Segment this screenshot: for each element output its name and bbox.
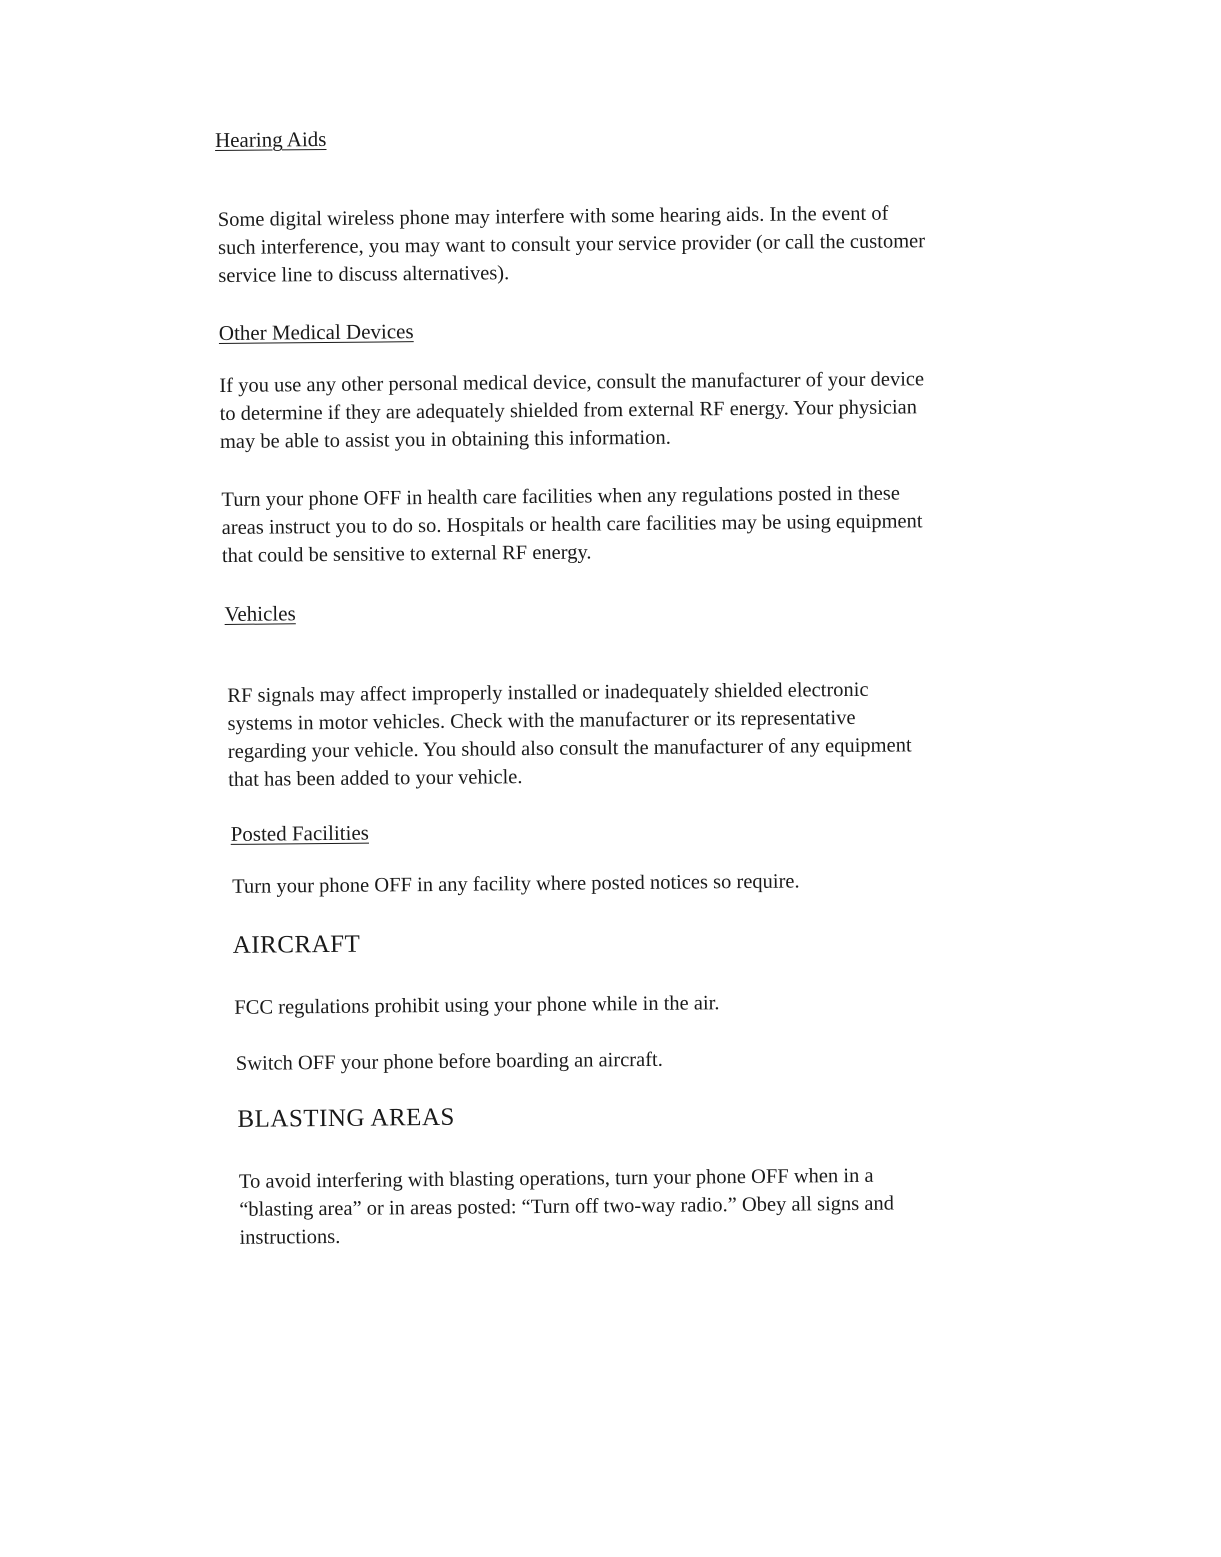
text-line: Switch OFF your phone before boarding an aircraft. xyxy=(235,1048,663,1075)
heading-blasting-areas: BLASTING AREAS xyxy=(237,1103,455,1133)
text-line: may be able to assist you in obtaining this information. xyxy=(219,426,671,454)
text-line: to determine if they are adequately shielded from external RF energy. Your physician xyxy=(219,396,918,426)
paragraph-other-medical-2 xyxy=(221,478,1052,570)
text-line: areas instruct you to do so. Hospitals or health care facilities may be using equipment xyxy=(221,510,923,540)
text-line: To avoid interfering with blasting operations, turn your phone OFF when in a xyxy=(238,1164,874,1193)
text-line: that has been added to your vehicle. xyxy=(228,766,523,791)
paragraph-aircraft-1 xyxy=(234,986,1064,1022)
heading-other-medical-devices: Other Medical Devices xyxy=(218,319,414,346)
text-line: such interference, you may want to consult your service provider (or call the customer xyxy=(217,230,926,260)
heading-posted-facilities: Posted Facilities xyxy=(230,820,370,846)
text-line: Turn your phone OFF in any facility where posted notices so require. xyxy=(232,870,800,898)
paragraph-aircraft-2 xyxy=(236,1042,1066,1078)
text-line: instructions. xyxy=(239,1225,341,1249)
heading-hearing-aids: Hearing Aids xyxy=(214,126,327,153)
paragraph-other-medical-1 xyxy=(219,364,1050,456)
text-line: regarding your vehicle. You should also consult the manufacturer of any equipment xyxy=(227,734,912,763)
text-line: that could be sensitive to external RF energy. xyxy=(221,541,592,567)
paragraph-posted-facilities xyxy=(232,865,1062,901)
paragraph-vehicles xyxy=(227,674,1058,794)
heading-aircraft: AIRCRAFT xyxy=(232,930,361,959)
text-line: “blasting area” or in areas posted: “Turn off two-way radio.” Obey all signs and xyxy=(239,1192,895,1221)
heading-vehicles: Vehicles xyxy=(224,601,296,626)
paragraph-hearing-aids xyxy=(218,198,1049,290)
paragraph-blasting-areas xyxy=(239,1160,1070,1252)
text-line: Turn your phone OFF in health care facilities when any regulations posted in these xyxy=(221,482,900,512)
text-line: Some digital wireless phone may interfere with some hearing aids. In the event of xyxy=(217,202,889,232)
text-line: systems in motor vehicles. Check with the manufacturer or its representative xyxy=(227,706,856,735)
text-line: FCC regulations prohibit using your phone while in the air. xyxy=(234,992,720,1019)
text-line: If you use any other personal medical device, consult the manufacturer of your device xyxy=(219,368,925,398)
text-line: RF signals may affect improperly installed or inadequately shielded electronic xyxy=(227,678,869,707)
text-line: service line to discuss alternatives). xyxy=(218,262,510,288)
